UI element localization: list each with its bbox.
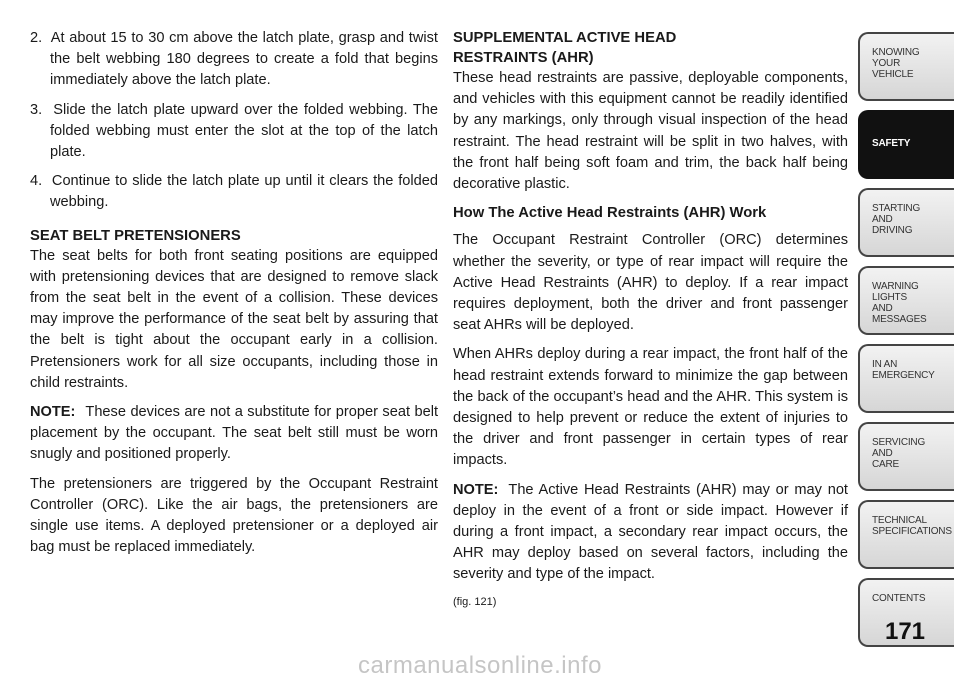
- ahr-orc-paragraph: The Occupant Restraint Controller (ORC) determines whether the severity, or type of rear impact will require the Active Head Restraints (AHR) to deploy. If a rear impact requires deployment, both the driver and front passenger seat AHRs will be deployed.: [453, 232, 848, 334]
- tab-warning-lights-and-messages[interactable]: WARNING LIGHTS AND MESSAGES: [858, 266, 954, 335]
- tab-servicing-and-care[interactable]: SERVICING AND CARE: [858, 422, 954, 491]
- tab-safety[interactable]: SAFETY: [858, 110, 954, 179]
- pretensioners-note: [30, 402, 438, 466]
- tab-starting-and-driving[interactable]: STARTING AND DRIVING: [858, 188, 954, 257]
- tab-in-an-emergency[interactable]: IN AN EMERGENCY: [858, 344, 954, 413]
- pretensioners-trigger-paragraph: The pretensioners are triggered by the Occupant Restraint Controller (ORC). Like the air bags, the pretensioners are single use items. A deployed pretensioner or a deployed air bag must be replaced immediately.: [30, 475, 438, 556]
- watermark: carmanualsonline.info: [358, 652, 602, 679]
- ahr-how-it-works-heading: How The Active Head Restraints (AHR) Work: [453, 205, 767, 222]
- page-number: 171: [884, 618, 926, 645]
- note-label: NOTE:: [30, 404, 76, 421]
- section-heading-ahr: SUPPLEMENTAL ACTIVE HEAD RESTRAINTS (AHR): [453, 30, 677, 66]
- note-label: NOTE:: [453, 481, 499, 498]
- step-4: 4. Continue to slide the latch plate up until it clears the folded webbing.: [30, 173, 439, 211]
- ahr-intro-paragraph: These head restraints are passive, deployable components, and vehicles with this equipment cannot be readily identified by any markings, only through visual inspection of the head restraint. The head restraint will be split in two halves, with the front half being soft foam and trim, the back half being decorative plastic.: [453, 70, 848, 193]
- note-text: The Active Head Restraints (AHR) may or may not deploy in the event of a front or side impact. However if during a front impact, a secondary rear impact occurs, the AHR may deploy based on several factors, including the severity and type of the impact.: [453, 481, 848, 583]
- ahr-note: [453, 480, 848, 586]
- section-heading-pretensioners: SEAT BELT PRETENSIONERS: [30, 227, 241, 244]
- ahr-deploy-paragraph: When AHRs deploy during a rear impact, the front half of the head restraint extends forward to minimize the gap between the back of the occupant’s head and the AHR. This system is designed to help prevent or reduce the extent of injuries to the driver and front passenger in certain types of rear impacts.: [453, 346, 848, 469]
- tab-contents[interactable]: CONTENTS: [858, 578, 954, 647]
- note-text: These devices are not a substitute for proper seat belt placement by the occupant. The seat belt still must be worn snugly and positioned properly.: [30, 404, 438, 463]
- figure-reference: (fig. 121): [453, 595, 497, 608]
- tab-technical-specifications[interactable]: TECHNICAL SPECIFICATIONS: [858, 500, 954, 569]
- left-column: [30, 28, 438, 566]
- tab-knowing-your-vehicle[interactable]: KNOWING YOUR VEHICLE: [858, 32, 954, 101]
- step-3: 3. Slide the latch plate upward over the folded webbing. The folded webbing must enter the slot at the top of the latch plate.: [30, 101, 438, 161]
- step-2: 2. At about 15 to 30 cm above the latch plate, grasp and twist the belt webbing 180 degrees to create a fold that begins immediately above the latch plate.: [30, 30, 438, 89]
- chapter-tabs: [858, 32, 954, 656]
- right-column: [453, 28, 848, 613]
- pretensioners-paragraph: The seat belts for both front seating positions are equipped with pretensioning devices that are designed to remove slack from the seat belt in the event of a collision. These devices may improve the performance of the seat belt by assuring that the belt is tight about the occupant early in a collision. Pretensioners work for all size occupants, including those in child restraints.: [30, 247, 438, 391]
